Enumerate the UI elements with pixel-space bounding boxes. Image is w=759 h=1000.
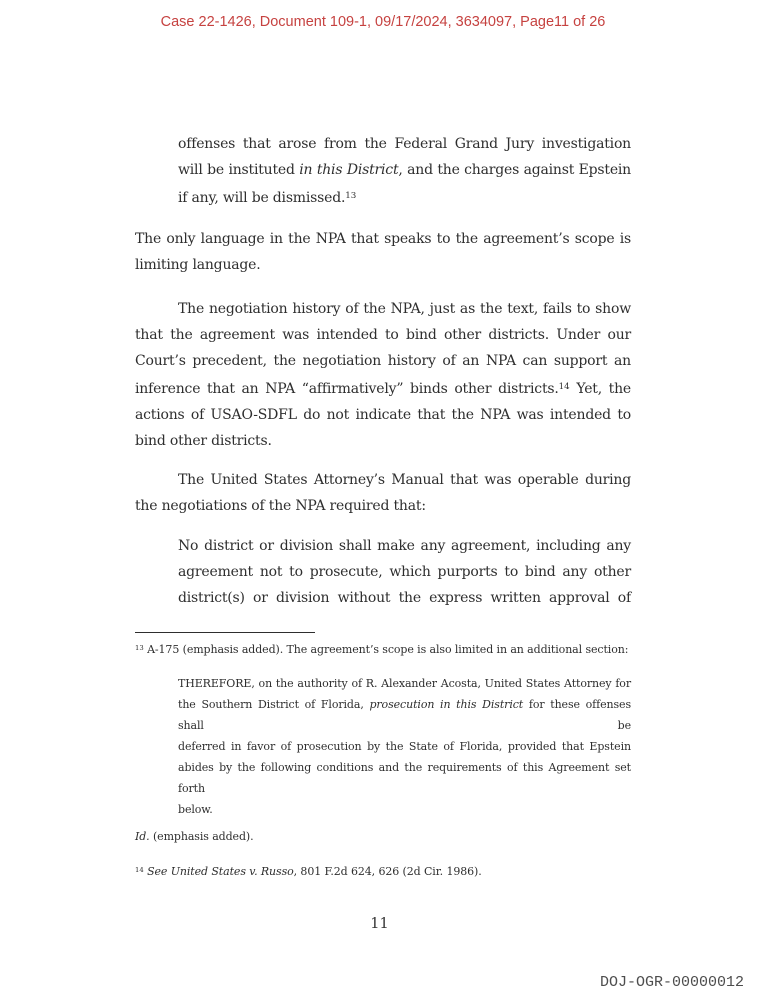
footnote-13-id (135, 826, 631, 847)
para-usam-operable (135, 467, 631, 519)
quote-federal-grand-jury-line (178, 183, 631, 211)
quote-no-district (135, 533, 631, 611)
page-number: 11 (370, 916, 389, 932)
text-segment: bind other districts. (135, 432, 272, 449)
text-segment: agreement not to prosecute, which purports to bind any other (178, 563, 631, 580)
quote-no-district-line (178, 585, 631, 611)
para-negotiation-history-line (135, 402, 631, 428)
footnote-13-quote-line (178, 799, 631, 820)
footnote-separator (135, 632, 315, 633)
text-segment: Court’s precedent, the negotiation history of an NPA can support an (135, 352, 631, 369)
footnote-13-quote-line (178, 757, 631, 799)
footnote-13-id-line (135, 826, 631, 847)
quote-federal-grand-jury-line (178, 157, 631, 183)
para-negotiation-history-line (135, 374, 631, 402)
para-only-language (135, 226, 631, 278)
text-segment: if any, will be dismissed. (178, 189, 346, 206)
footnote-13-quote-line (178, 736, 631, 757)
text-segment: the negotiations of the NPA required that: (135, 497, 426, 514)
text-segment: for these offenses shall be (178, 697, 631, 732)
footnote-13 (135, 638, 631, 660)
text-segment: in this District (299, 162, 399, 178)
quote-no-district-line (178, 533, 631, 559)
footnote-13-quote-line (178, 694, 631, 736)
text-segment: inference that an NPA “affirmatively” binds other districts. (135, 380, 559, 397)
text-segment: district(s) or division without the express written approval of (178, 589, 631, 606)
body-text (135, 131, 631, 611)
footnote-13-quote (135, 673, 631, 820)
text-segment: will be instituted (178, 162, 300, 178)
text-segment: limiting language. (135, 256, 261, 273)
text-segment: THEREFORE, on the authority of R. Alexander Acosta, United States Attorney for (178, 676, 631, 690)
text-segment: that the agreement was intended to bind other districts. Under our (135, 326, 631, 343)
text-segment: offenses that arose from the Federal Grand Jury investigation (178, 136, 631, 152)
text-segment: The negotiation history of the NPA, just as the text, fails to show (178, 300, 631, 317)
footnote-ref: 14 (558, 381, 570, 392)
text-segment: the Southern District of Florida, (178, 697, 370, 711)
text-segment: The only language in the NPA that speaks to the agreement’s scope is (135, 230, 631, 247)
text-segment: actions of USAO-SDFL do not indicate that the NPA was intended to (135, 406, 631, 423)
text-segment: No district or division shall make any agreement, including any (178, 537, 631, 554)
quote-no-district-line (178, 559, 631, 585)
footnote-13-quote-line (178, 673, 631, 694)
footnote-14 (135, 860, 631, 882)
footnote-ref: 13 (135, 643, 144, 652)
para-usam-operable-line (135, 493, 631, 519)
para-negotiation-history-line (135, 296, 631, 322)
quote-federal-grand-jury-line (178, 131, 631, 157)
text-segment: abides by the following conditions and the requirements of this Agreement set forth (178, 760, 631, 795)
text-segment: See United States v. Russo (147, 864, 294, 878)
text-segment: , and the charges against Epstein (398, 162, 631, 178)
text-segment: below. (178, 802, 213, 816)
text-segment: , 801 F.2d 624, 626 (2d Cir. 1986). (293, 864, 482, 878)
text-segment: prosecution in this District (369, 697, 524, 711)
text-segment: A-175 (emphasis added). The agreement’s scope is also limited in an additional section: (143, 642, 629, 656)
bates-number: DOJ-OGR-00000012 (599, 974, 744, 991)
para-negotiation-history-line (135, 428, 631, 454)
para-negotiation-history-line (135, 348, 631, 374)
footnote-14-line (135, 860, 631, 882)
para-negotiation-history (135, 296, 631, 454)
footnote-ref: 13 (345, 191, 357, 201)
quote-federal-grand-jury (135, 131, 631, 211)
case-stamp: Case 22-1426, Document 109-1, 09/17/2024, 3634097, Page11 of 26 (160, 14, 606, 30)
text-segment: (emphasis added). (149, 829, 254, 843)
footnote-ref: 14 (135, 865, 144, 874)
para-only-language-line (135, 252, 631, 278)
footnote-13-line (135, 638, 631, 660)
text-segment: Yet, the (569, 380, 631, 397)
para-usam-operable-line (135, 467, 631, 493)
footnotes (135, 638, 631, 882)
text-segment: deferred in favor of prosecution by the State of Florida, provided that Epstein (178, 739, 631, 753)
document-content (135, 131, 631, 882)
text-segment: Id. (135, 829, 150, 843)
para-only-language-line (135, 226, 631, 252)
text-segment: The United States Attorney’s Manual that was operable during (178, 471, 631, 488)
para-negotiation-history-line (135, 322, 631, 348)
